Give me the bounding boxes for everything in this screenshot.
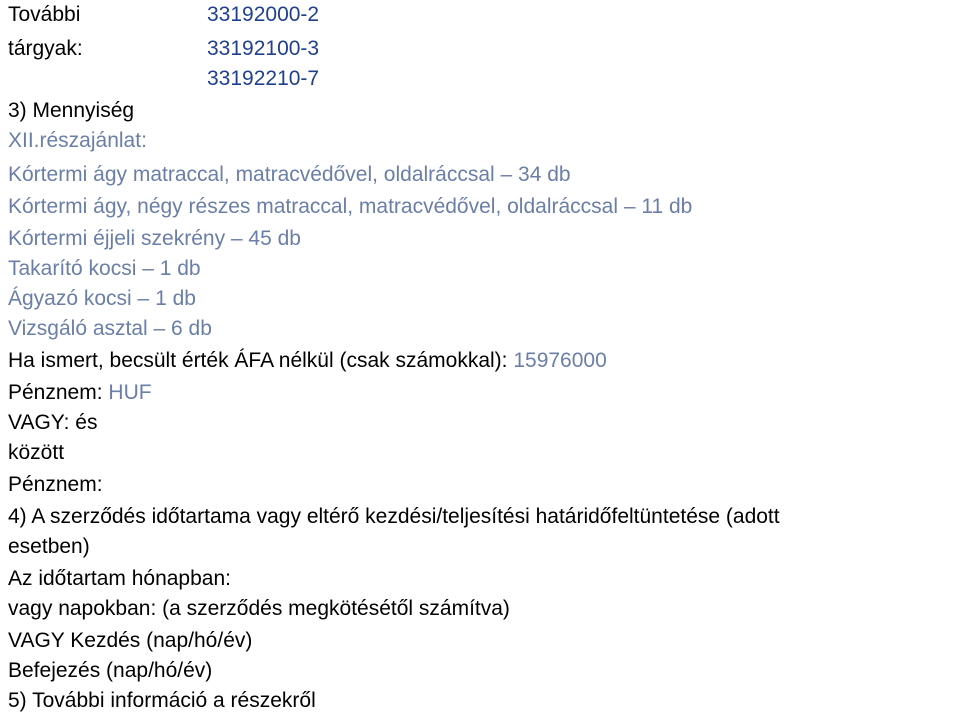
offer-part-title: XII.részajánlat:: [8, 129, 147, 152]
cpv-code: 33192210-7: [207, 67, 320, 90]
other-items-label-line1: További: [8, 3, 81, 26]
currency-label-range: Pénznem:: [8, 473, 103, 496]
between-label: között: [8, 441, 65, 464]
estimated-value-label: Ha ismert, becsült érték ÁFA nélkül (csak számokkal):: [8, 349, 508, 372]
duration-heading-line2: esetben): [8, 535, 90, 558]
quantity-item: Kórtermi ágy matraccal, matracvédővel, oldalráccsal – 34 db: [8, 163, 571, 186]
currency-label: Pénznem:: [8, 381, 103, 404]
duration-days-label: vagy napokban: (a szerződés megkötésétől számítva): [8, 597, 510, 620]
quantity-heading: 3) Mennyiség: [8, 99, 135, 122]
estimated-value-row: [8, 346, 607, 376]
end-date-label: Befejezés (nap/hó/év): [8, 659, 213, 682]
quantity-item: Ágyazó kocsi – 1 db: [8, 287, 196, 310]
cpv-code: 33192000-2: [207, 3, 320, 26]
estimated-value: 15976000: [513, 349, 607, 372]
quantity-item: Takarító kocsi – 1 db: [8, 257, 201, 280]
other-items-label-line2: tárgyak:: [8, 37, 83, 60]
duration-heading-line1: 4) A szerződés időtartama vagy eltérő kezdési/teljesítési határidőfeltüntetése (adott: [8, 505, 780, 528]
or-range-label: VAGY: és: [8, 411, 98, 434]
quantity-item: Kórtermi éjjeli szekrény – 45 db: [8, 227, 301, 250]
quantity-item: Vizsgáló asztal – 6 db: [8, 317, 212, 340]
currency-value: HUF: [108, 381, 152, 404]
start-date-label: VAGY Kezdés (nap/hó/év): [8, 629, 253, 652]
cpv-code: 33192100-3: [207, 37, 320, 60]
currency-row: [8, 378, 152, 408]
quantity-item: Kórtermi ágy, négy részes matraccal, matracvédővel, oldalráccsal – 11 db: [8, 195, 693, 218]
more-info-heading: 5) További információ a részekről: [8, 689, 316, 712]
duration-months-label: Az időtartam hónapban:: [8, 567, 231, 590]
